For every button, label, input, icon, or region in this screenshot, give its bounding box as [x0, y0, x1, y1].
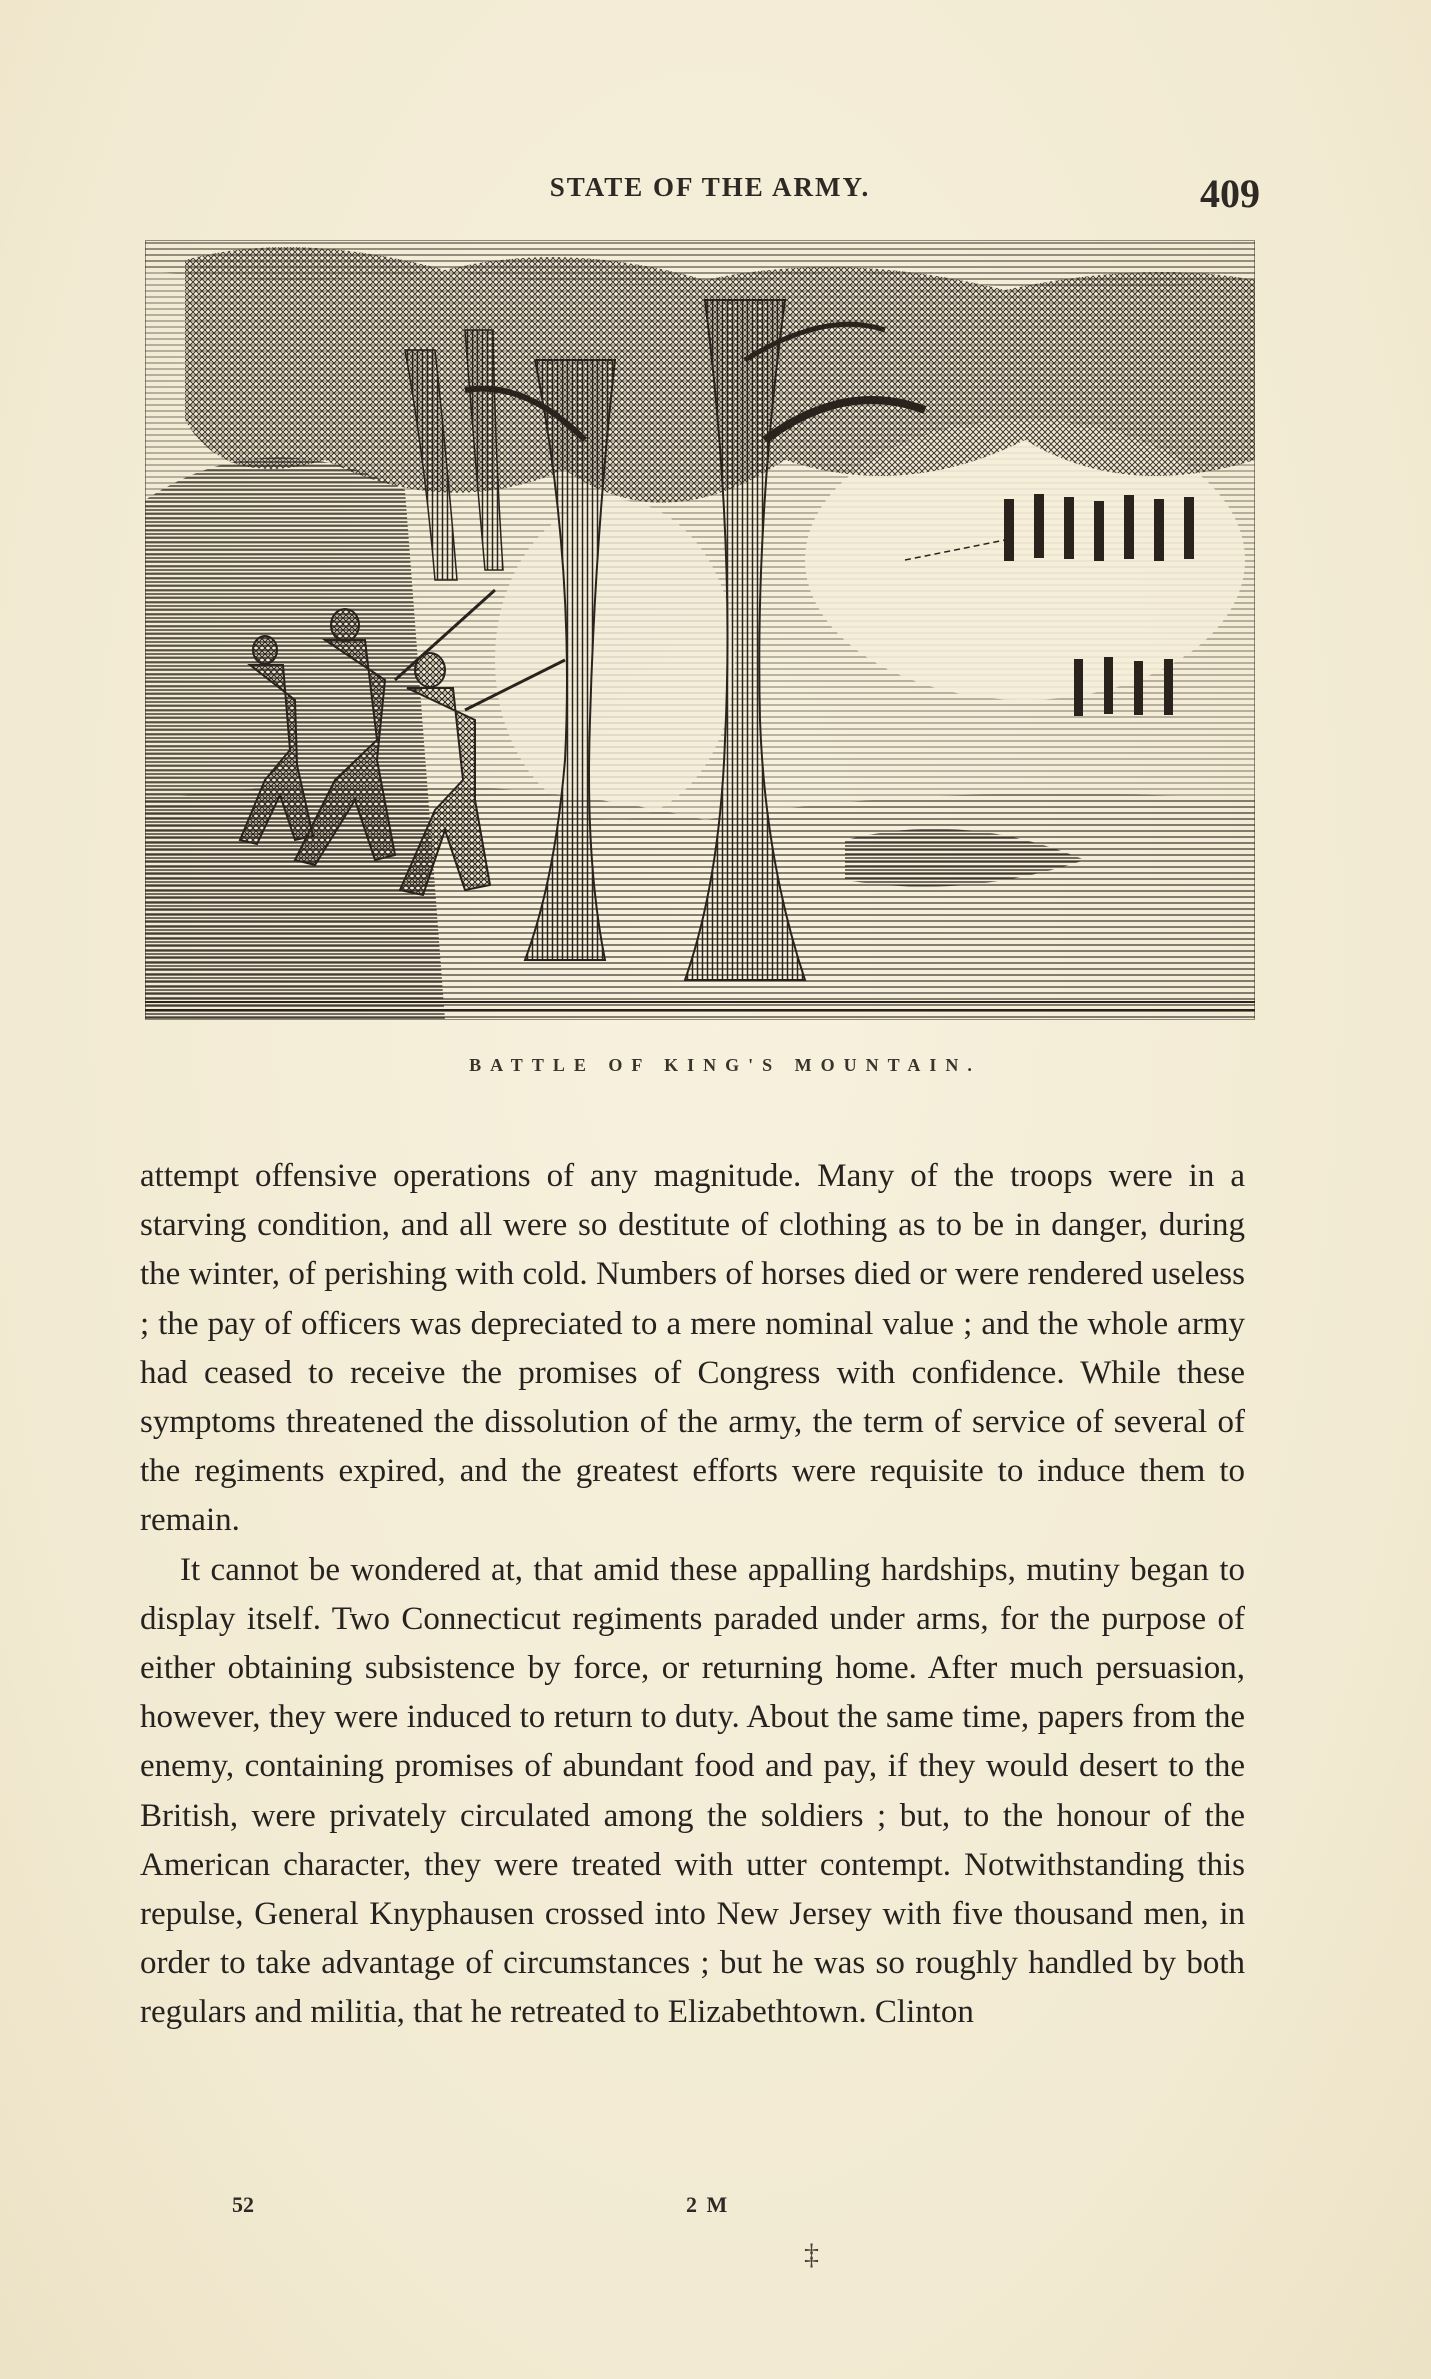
sheet-mark: 2 M [686, 2192, 730, 2217]
running-head: STATE OF THE ARMY. [549, 172, 871, 202]
printer-mark: ‡ [804, 2238, 819, 2271]
battle-engraving [145, 240, 1255, 1020]
page-number: 409 [1200, 171, 1260, 216]
paragraph: attempt offensive operations of any magnitude. Many of the troops were in a starving condition, and all were so destitute of clothing as to be in danger, during the winter, of perishing with cold. Numbers of horses died or were rendered useless ; the pay of officers was depreciated to a mere nominal value ; and the whole army had ceased to receive the promises of Congress with confidence. While these symptoms threatened the dissolution of the army, the term of service of several of the regiments expired, and the greatest efforts were requisite to induce them to remain. [140, 1158, 1245, 1539]
figure-caption: BATTLE OF KING'S MOUNTAIN. [469, 1055, 981, 1075]
body-text [140, 1152, 1245, 2038]
paragraph: It cannot be wondered at, that amid these appalling hardships, mutiny began to display itself. Two Connecticut regiments paraded under arms, for the purpose of either obtaining subsistence by force, or returning home. After much persuasion, however, they were induced to return to duty. About the same time, papers from the enemy, containing promises of abundant food and pay, if they would desert to the British, were privately circulated among the soldiers ; but, to the honour of the American character, they were treated with utter contempt. Notwithstanding this repulse, General Knyphausen crossed into New Jersey with five thousand men, in order to take advantage of circumstances ; but he was so roughly handled by both regulars and militia, that he retreated to Elizabethtown. Clinton [140, 1551, 1245, 2031]
signature-number: 52 [232, 2192, 254, 2217]
